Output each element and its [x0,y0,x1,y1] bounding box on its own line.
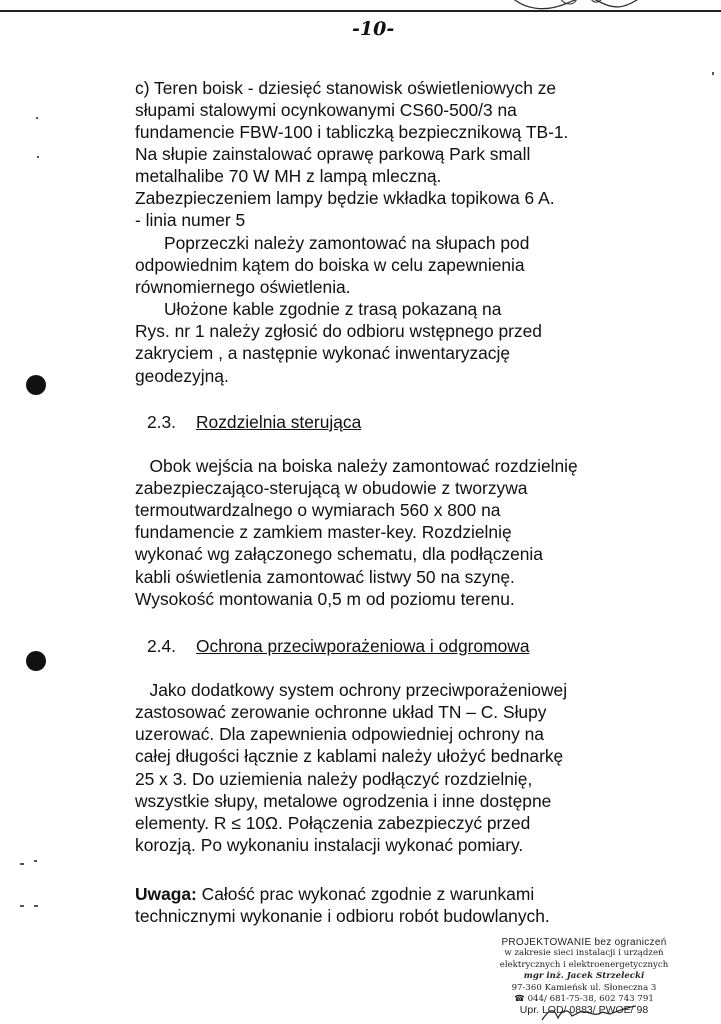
punch-hole [26,375,46,395]
text-line: całej długości łącznie z kablami należy ułożyć bednarkę [135,746,564,766]
text-line: zakryciem , a następnie wykonać inwentaryzację [135,343,511,363]
text-line: geodezyjną. [135,366,229,386]
section-heading-2-3 [147,411,361,433]
text-line: fundamencie FBW-100 i tabliczką bezpiecznikową TB-1. [135,122,569,142]
text-line: elementy. R ≤ 10Ω. Połączenia zabezpieczyć przed [135,813,531,833]
text-line: wykonać wg załączonego schematu, dla podłączenia [135,544,543,564]
text-line: Zabezpieczeniem lampy będzie wkładka topikowa 6 A. [135,188,555,208]
text-line: równomiernego oświetlenia. [135,277,351,297]
note-label: Uwaga: [135,884,197,904]
text-line: Obok wejścia na boiska należy zamontować rozdzielnię [135,456,578,476]
note-line: technicznymi wykonanie i odbioru robót budowlanych. [135,906,550,926]
section-heading-2-4 [147,635,530,657]
section-title: Rozdzielnia sterująca [196,412,362,432]
text-line: Ułożone kable zgodnie z trasą pokazaną na [135,299,502,319]
stamp-line: elektrycznych i elektroenergetycznych [499,959,669,970]
speck [34,860,37,862]
speck [712,72,714,75]
text-line: 25 x 3. Do uziemienia należy podłączyć rozdzielnię, [135,769,533,789]
text-line: uzerować. Dla zapewnienia odpowiedniej ochrony na [135,724,544,744]
text-line: Poprzeczki należy zamontować na słupach pod [135,233,530,253]
stamp-line: w zakresie sieci instalacji i urządzeń [504,948,664,959]
text-line: odpowiednim kątem do boiska w celu zapewnienia [135,255,525,275]
text-line: korozją. Po wykonaniu instalacji wykonać pomiary. [135,835,524,855]
text-line: zastosować zerowanie ochronne układ TN – C. Słupy [135,702,547,722]
text-line: zabezpieczająco-sterującą w obudowie z tworzywa [135,478,528,498]
stamp-line: PROJEKTOWANIE bez ograniczeń [501,937,667,948]
punch-hole [26,651,46,671]
text-line: c) Teren boisk - dziesięć stanowisk oświetleniowych ze [135,78,557,98]
text-line: - linia numer 5 [135,210,246,230]
stamp-line: Upr. LOD/ 0883/ PWOE/ 98 [519,1004,649,1017]
text-line: Rys. nr 1 należy zgłosić do odbioru wstępnego przed [135,321,542,341]
section-number: 2.4. [147,636,177,656]
text-line: słupami stalowymi ocynkowanymi CS60-500/3 na [135,100,517,120]
section-title: Ochrona przeciwporażeniowa i odgromowa [196,636,530,656]
text-line: Wysokość montowania 0,5 m od poziomu terenu. [135,589,515,609]
stamp-line: ☎ 044/ 681-75-38, 602 743 791 [514,994,654,1005]
note-text: Całość prac wykonać zgodnie z warunkami [196,884,535,904]
stamp-line: 97-360 Kamieńsk ul. Słoneczna 3 [511,982,657,993]
text-line: wszystkie słupy, metalowe ogrodzenia i inne dostępne [135,791,552,811]
speck [34,905,38,907]
signature [540,1004,640,1024]
text-line: Jako dodatkowy system ochrony przeciwporażeniowej [135,680,568,700]
speck [20,863,24,865]
text-line: kabli oświetlenia zamontować listwy 50 na szynę. [135,567,515,587]
page-number: -10- [352,18,395,40]
speck [20,905,24,907]
top-signature [505,0,655,16]
speck [37,156,39,158]
section-number: 2.3. [147,412,177,432]
text-line: metalhalibe 70 W MH z lampą mleczną. [135,166,442,186]
note-line [135,883,534,905]
text-line: fundamencie z zamkiem master-key. Rozdzielnię [135,522,512,542]
speck [36,117,38,119]
text-line: termoutwardzalnego o wymiarach 560 x 800 na [135,500,501,520]
stamp-name: mgr inż. Jacek Strzelecki [523,971,645,982]
text-line: Na słupie zainstalować oprawę parkową Park small [135,144,531,164]
